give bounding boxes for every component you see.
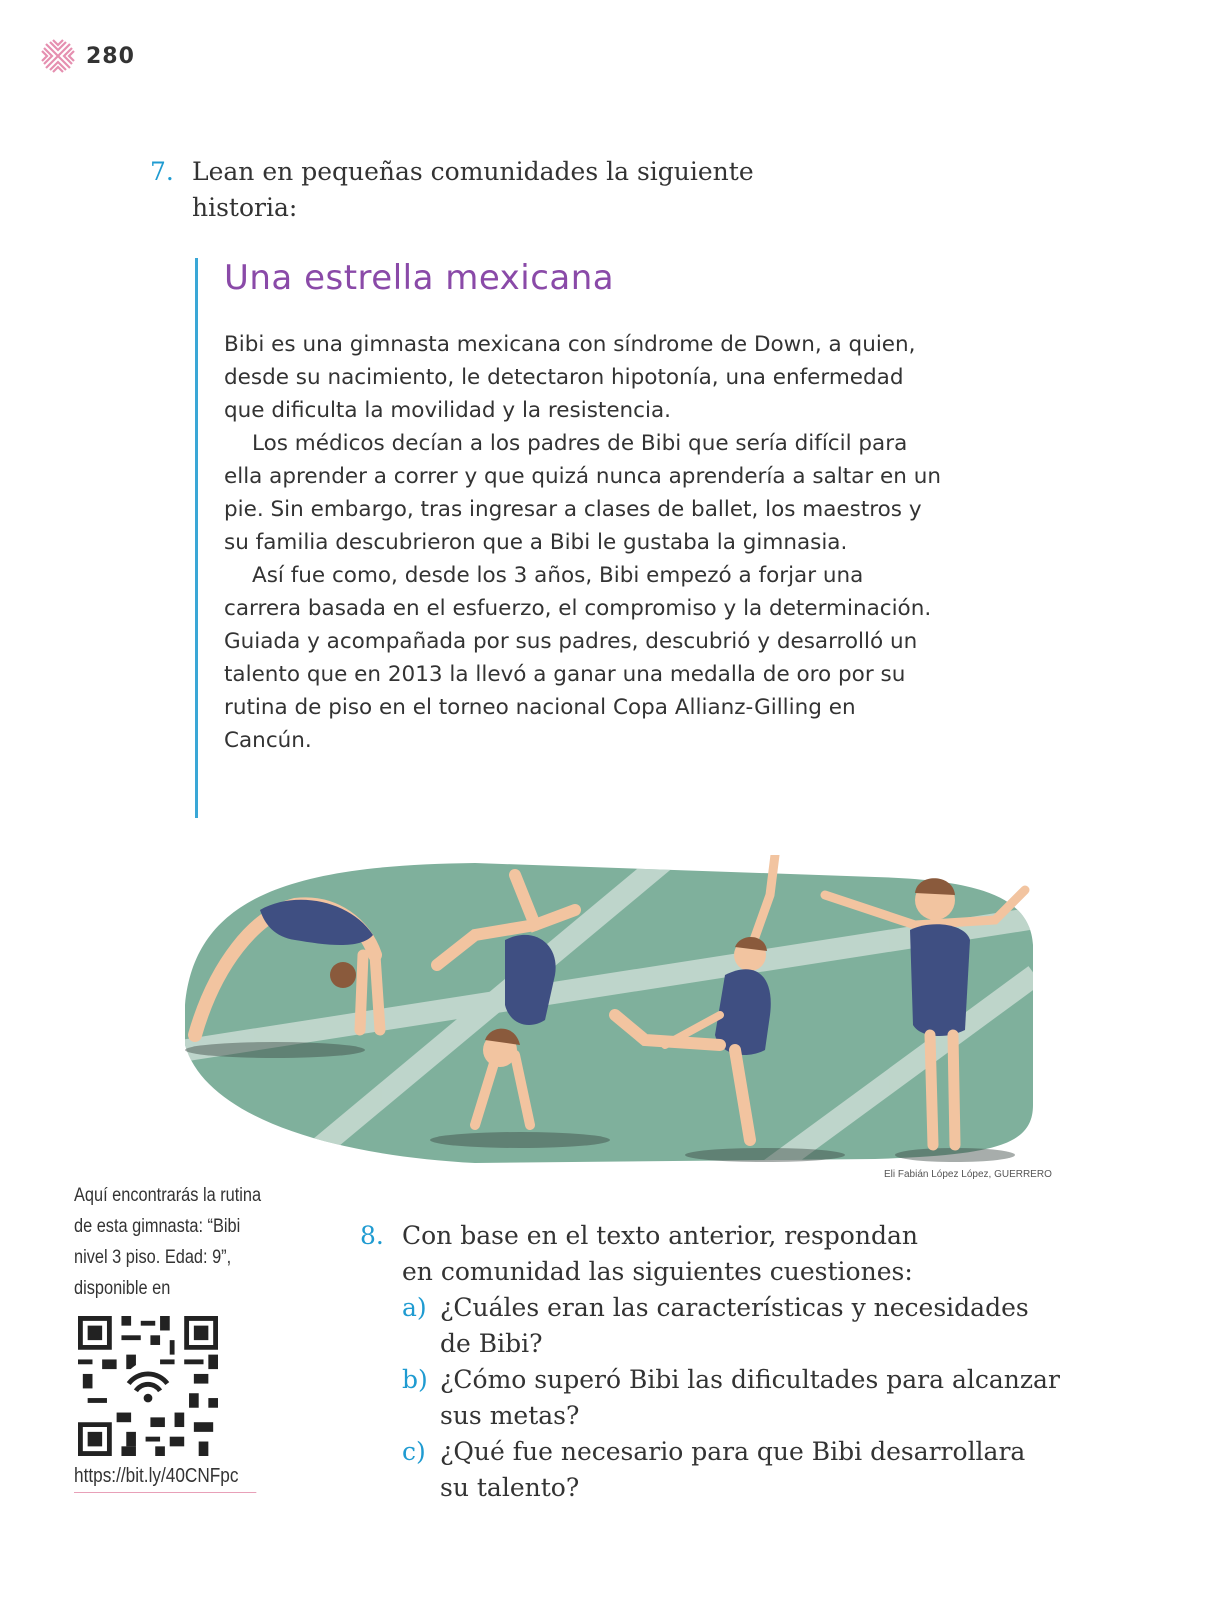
story-body — [224, 328, 944, 757]
question-letter: a) — [402, 1293, 427, 1322]
gymnast-illustration — [175, 855, 1035, 1175]
question-item — [402, 1290, 1060, 1362]
activity-number: 8. — [360, 1221, 384, 1250]
activity-instruction: Con base en el texto anterior, respondan — [402, 1221, 918, 1250]
activity-8 — [360, 1218, 1060, 1506]
activity-instruction-cont: en comunidad las siguientes cuestiones: — [402, 1257, 913, 1286]
activity-number: 7. — [150, 157, 174, 186]
story-paragraph-1: Bibi es una gimnasta mexicana con síndrome de Down, a quien, desde su nacimiento, le detectaron hipotonía, una enfermedad que dificulta la movilidad y la resistencia. — [224, 332, 916, 423]
decorative-star-icon — [40, 38, 76, 74]
story-paragraph-2: Los médicos decían a los padres de Bibi que sería difícil para ella aprender a correr y que quizá nunca aprendería a saltar en un pie. Sin embargo, tras ingresar a clases de ballet, los maestros y su familia descubrieron que a Bibi le gustaba la gimnasia. — [224, 431, 941, 555]
question-item — [402, 1362, 1060, 1434]
sidebar-note: Aquí encontrarás la rutina de esta gimnasta: “Bibi nivel 3 piso. Edad: 9”, disponible en — [74, 1185, 262, 1299]
activity-7 — [150, 154, 790, 226]
resource-link[interactable]: https://bit.ly/40CNFpc — [74, 1465, 256, 1493]
page-number: 280 — [86, 43, 135, 69]
page-header — [40, 38, 135, 74]
qr-code-icon[interactable] — [78, 1316, 218, 1456]
story-paragraph-3: Así fue como, desde los 3 años, Bibi empezó a forjar una carrera basada en el esfuerzo, el compromiso y la determinación. Guiada y acompañada por sus padres, descubrió y desarrolló un talento que en 2013 la llevó a ganar una medalla de oro por su rutina de piso en el torneo nacional Copa Allianz-Gilling en Cancún. — [224, 563, 932, 753]
question-text: ¿Cuáles eran las características y necesidades de Bibi? — [440, 1293, 1029, 1358]
question-item — [402, 1434, 1060, 1506]
question-text: ¿Qué fue necesario para que Bibi desarrollara su talento? — [440, 1437, 1026, 1502]
illustration-credit: Eli Fabián López López, GUERRERO — [884, 1169, 1052, 1180]
story-box — [195, 258, 944, 818]
question-letter: c) — [402, 1437, 426, 1466]
question-list — [360, 1290, 1060, 1506]
question-text: ¿Cómo superó Bibi las dificultades para alcanzar sus metas? — [440, 1365, 1060, 1430]
activity-instruction: Lean en pequeñas comunidades la siguiente — [192, 157, 754, 186]
question-letter: b) — [402, 1365, 428, 1394]
story-title: Una estrella mexicana — [224, 258, 615, 298]
activity-instruction-cont: historia: — [192, 193, 298, 222]
